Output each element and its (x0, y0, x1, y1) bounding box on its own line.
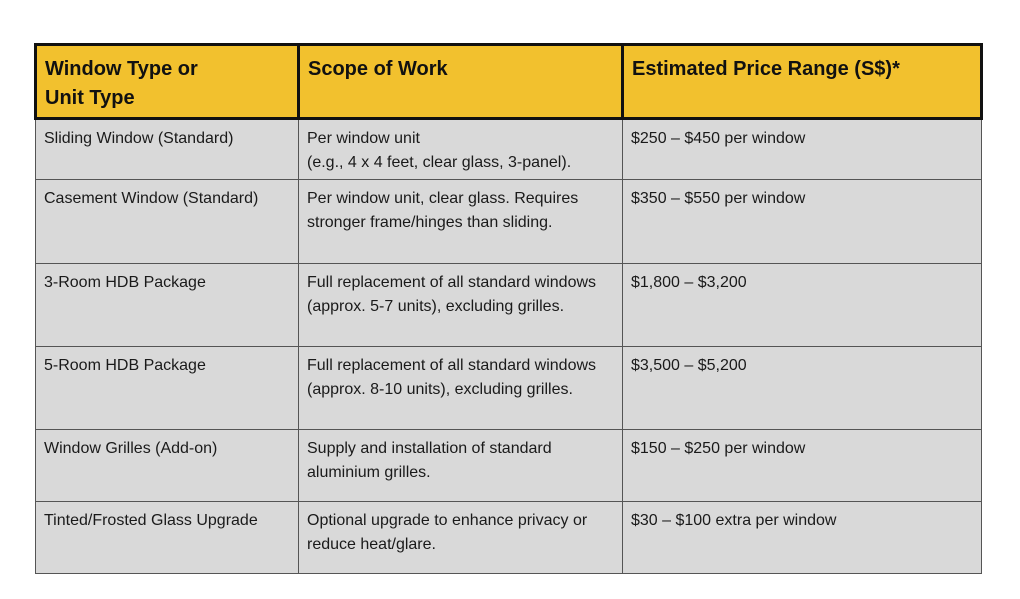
table-row (36, 119, 982, 180)
cell-window-type: 5-Room HDB Package (36, 347, 299, 430)
cell-window-type: Sliding Window (Standard) (36, 119, 299, 180)
header-scope-of-work: Scope of Work (299, 45, 623, 119)
cell-scope: Optional upgrade to enhance privacy or reduce heat/glare. (299, 502, 623, 574)
cell-scope: Full replacement of all standard windows (approx. 5-7 units), excluding grilles. (299, 264, 623, 347)
header-row (36, 45, 982, 119)
header-window-type-line2: Unit Type (45, 87, 135, 109)
header-window-type-line1: Window Type or (45, 58, 198, 80)
cell-window-type: Casement Window (Standard) (36, 180, 299, 264)
table-row (36, 430, 982, 502)
cell-price: $30 – $100 extra per window (623, 502, 982, 574)
cell-window-type: 3-Room HDB Package (36, 264, 299, 347)
cell-scope: Supply and installation of standard aluminium grilles. (299, 430, 623, 502)
header-price-range: Estimated Price Range (S$)* (623, 45, 982, 119)
table-row (36, 502, 982, 574)
cell-price: $3,500 – $5,200 (623, 347, 982, 430)
table-row (36, 264, 982, 347)
cell-window-type: Window Grilles (Add-on) (36, 430, 299, 502)
table-row (36, 347, 982, 430)
cell-price: $1,800 – $3,200 (623, 264, 982, 347)
cell-scope-line1: Per window unit (307, 130, 420, 147)
cell-scope-line2: (e.g., 4 x 4 feet, clear glass, 3-panel). (307, 154, 572, 171)
header-window-type (36, 45, 299, 119)
cell-price: $150 – $250 per window (623, 430, 982, 502)
cell-scope: Per window unit, clear glass. Requires stronger frame/hinges than sliding. (299, 180, 623, 264)
cell-price: $250 – $450 per window (623, 119, 982, 180)
cell-scope (299, 119, 623, 180)
cell-window-type: Tinted/Frosted Glass Upgrade (36, 502, 299, 574)
price-table (34, 43, 983, 574)
cell-price: $350 – $550 per window (623, 180, 982, 264)
table-row (36, 180, 982, 264)
cell-scope: Full replacement of all standard windows (approx. 8-10 units), excluding grilles. (299, 347, 623, 430)
